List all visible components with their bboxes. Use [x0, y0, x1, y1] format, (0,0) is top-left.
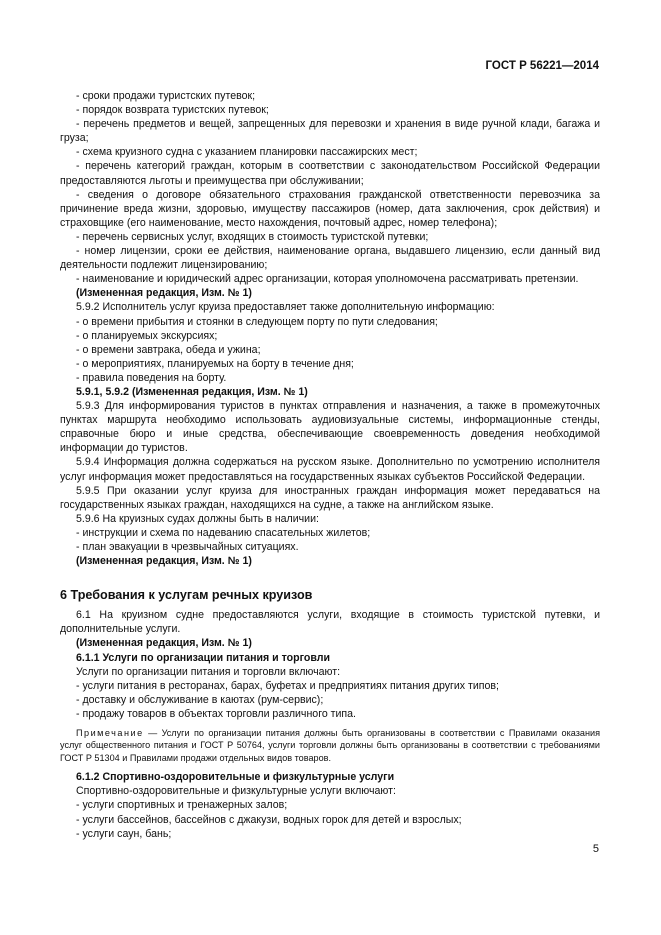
- clause-5-9-3: 5.9.3 Для информирования туристов в пунктах отправления и назначения, а также в промежуточных пунктах маршрута необходимо использовать аудиовизуальные системы, информационные стенды, справочные бюро и иные средства, обеспечивающие своевременность доведения необходимой информации до туристов.: [60, 400, 600, 455]
- list-item: - наименование и юридический адрес организации, которая уполномочена рассматривать претензии.: [76, 273, 579, 286]
- clause-6-1: 6.1 На круизном судне предоставляются услуги, входящие в стоимость туристской путевки, и дополнительные услуги.: [60, 609, 600, 636]
- amendment-note: (Измененная редакция, Изм. № 1): [76, 637, 252, 650]
- note-text: — Услуги по организации питания должны быть организованы в соответствии с Правилами оказания услуг общественного питания и ГОСТ Р 50764, услуги торговли должны быть организованы в соответствии с требованиями ГОСТ Р 51304 и Правилами продажи отдельных видов товаров.: [60, 728, 600, 763]
- amendment-note: 5.9.1, 5.9.2 (Измененная редакция, Изм. № 1): [76, 385, 308, 398]
- clause-5-9-4: 5.9.4 Информация должна содержаться на русском языке. Дополнительно по усмотрению исполнителя услуг информация может предоставляться на государственных языках субъектов Российской Федерации.: [60, 456, 600, 483]
- paragraph: Спортивно-оздоровительные и физкультурные услуги включают:: [76, 785, 396, 798]
- list-item: - услуги бассейнов, бассейнов с джакузи, водных горок для детей и взрослых;: [76, 813, 462, 826]
- list-item: - сроки продажи туристских путевок;: [76, 90, 256, 102]
- list-item: - перечень сервисных услуг, входящих в стоимость туристской путевки;: [76, 230, 429, 243]
- clause-5-9-5: 5.9.5 При оказании услуг круиза для иностранных граждан информация может передаваться на государственных языках граждан, находящихся на судне, а также на английском языке.: [60, 484, 600, 511]
- list-item: - доставку и обслуживание в каютах (рум-сервис);: [76, 693, 324, 706]
- list-item: - сведения о договоре обязательного страхования гражданской ответственности перевозчика за причинение вреда жизни, здоровью, имуществу пассажиров (номер, дата заключения, срок действия) и страховщике (его наименование, место нахождения, почтовый адрес, номер телефона);: [60, 188, 600, 229]
- list-item: - услуги спортивных и тренажерных залов;: [76, 799, 288, 812]
- list-item: - о планируемых экскурсиях;: [76, 329, 218, 342]
- list-item: - правила поведения на борту.: [76, 371, 227, 384]
- list-item: - услуги саун, бань;: [76, 827, 172, 840]
- list-item: - план эвакуации в чрезвычайных ситуациях.: [76, 541, 299, 553]
- note: [60, 727, 600, 764]
- list-item: - перечень предметов и вещей, запрещенных для перевозки и хранения в виде ручной клади, багажа и груза;: [60, 118, 600, 145]
- list-item: - продажу товаров в объектах торговли различного типа.: [76, 707, 357, 720]
- note-label: Примечание: [76, 728, 144, 739]
- clause-5-9-2: 5.9.2 Исполнитель услуг круиза предоставляет также дополнительную информацию:: [76, 301, 495, 314]
- clause-5-9-6: 5.9.6 На круизных судах должны быть в наличии:: [76, 512, 319, 525]
- list-item: - о времени завтрака, обеда и ужина;: [76, 343, 261, 356]
- amendment-note: (Измененная редакция, Изм. № 1): [76, 555, 252, 568]
- page-number: 5: [592, 843, 599, 855]
- subsection-heading: 6.1.2 Спортивно-оздоровительные и физкультурные услуги: [76, 771, 395, 784]
- list-item: - номер лицензии, сроки ее действия, наименование органа, выдавшего лицензию, если данный вид деятельности подлежит лицензированию;: [60, 245, 600, 272]
- section-heading: 6 Требования к услугам речных круизов: [60, 588, 313, 603]
- list-item: - инструкции и схема по надеванию спасательных жилетов;: [76, 526, 371, 539]
- list-item: - услуги питания в ресторанах, барах, буфетах и предприятиях питания других типов;: [76, 679, 500, 692]
- document-body: [60, 89, 600, 841]
- amendment-note: (Измененная редакция, Изм. № 1): [76, 287, 252, 300]
- paragraph: Услуги по организации питания и торговли включают:: [76, 665, 341, 678]
- subsection-heading: 6.1.1 Услуги по организации питания и торговли: [76, 651, 330, 664]
- list-item: - порядок возврата туристских путевок;: [76, 104, 269, 117]
- list-item: - схема круизного судна с указанием планировки пассажирских мест;: [76, 146, 418, 159]
- document-code: ГОСТ Р 56221—2014: [485, 60, 599, 72]
- list-item: - о мероприятиях, планируемых на борту в течение дня;: [76, 357, 354, 370]
- list-item: - о времени прибытия и стоянки в следующем порту по пути следования;: [76, 315, 438, 328]
- list-item: - перечень категорий граждан, которым в соответствии с законодательством Российской Федерации предоставляются льготы и преимущества при обслуживании;: [60, 160, 600, 187]
